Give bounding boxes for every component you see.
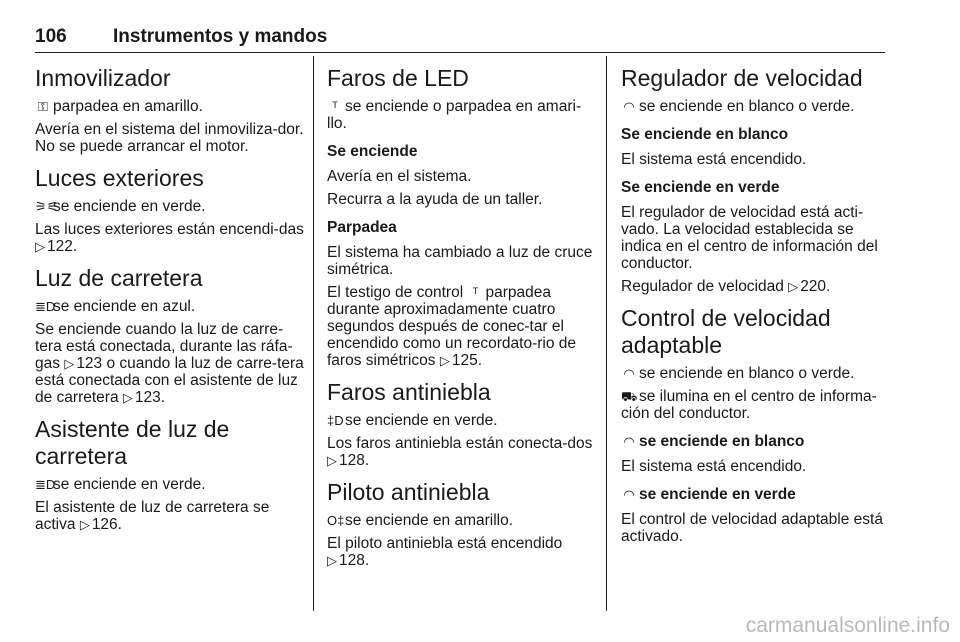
text: 123 o cuando la luz de carre-tera está conectada con el asistente de luz de carretera <box>35 355 304 406</box>
page-reference[interactable]: 122. <box>47 238 78 255</box>
car-key-icon: ⚿ <box>38 99 48 114</box>
text: Las luces exteriores están encendi-das <box>35 221 304 238</box>
text: Regulador de velocidad <box>621 278 784 295</box>
section-title: Inmovilizador <box>35 65 171 91</box>
cruise-control-icon: ◠ <box>624 434 634 449</box>
paragraph <box>327 512 597 529</box>
section-title: Faros antiniebla <box>327 379 491 405</box>
subsection-title <box>621 485 891 505</box>
page-reference[interactable]: 220. <box>800 278 831 295</box>
paragraph <box>327 98 597 132</box>
paragraph <box>327 435 597 469</box>
paragraph <box>327 412 597 429</box>
reference-arrow-icon: ▷ <box>327 553 337 568</box>
text: El asistente de luz de carretera se activa <box>35 499 270 533</box>
page-header <box>35 26 885 54</box>
section-title: Control de velocidad adaptable <box>621 305 831 358</box>
page-reference[interactable]: 126. <box>91 516 122 533</box>
text: parpadea durante aproximadamente cuatro segundos después de conec-tar el encendido como un recordato-rio de faros simétricos <box>327 284 577 369</box>
column-2 <box>327 58 597 575</box>
paragraph <box>621 278 891 295</box>
header-rule <box>35 52 885 53</box>
paragraph <box>35 198 305 215</box>
reference-arrow-icon: ▷ <box>35 239 45 254</box>
column-3 <box>621 58 891 551</box>
reference-arrow-icon: ▷ <box>79 517 90 532</box>
led-headlight-icon: ᵀ <box>472 285 479 300</box>
text: se enciende en verde. <box>53 198 206 215</box>
page-reference[interactable]: 128. <box>339 552 370 569</box>
section-title: Asistente de luz de carretera <box>35 416 230 469</box>
column-divider <box>606 56 607 611</box>
paragraph <box>35 221 305 255</box>
paragraph: El sistema está encendido. <box>621 458 807 475</box>
paragraph: El regulador de velocidad está acti-vado. La velocidad establecida se indica en el centro de información del conductor. <box>621 204 878 272</box>
reference-arrow-icon: ▷ <box>122 390 133 405</box>
paragraph <box>327 535 597 569</box>
side-lights-icon: ⚞⚟ <box>35 199 59 214</box>
cruise-control-icon: ◠ <box>624 487 634 502</box>
cruise-control-icon: ◠ <box>623 99 635 114</box>
subsection-title: Se enciende en verde <box>621 179 780 196</box>
page-reference[interactable]: 125. <box>451 352 483 369</box>
paragraph <box>621 388 891 422</box>
paragraph <box>35 98 305 115</box>
text: Se enciende cuando la luz de carre-tera está conectada, durante las ráfa-gas <box>35 321 293 372</box>
paragraph: Recurra a la ayuda de un taller. <box>327 191 543 208</box>
cruise-control-icon: ◠ <box>623 366 635 381</box>
reference-arrow-icon: ▷ <box>788 279 799 294</box>
reference-arrow-icon: ▷ <box>64 356 75 371</box>
subsection-title: Se enciende en blanco <box>621 126 789 143</box>
text: se enciende o parpadea en amari-llo. <box>327 98 582 132</box>
paragraph <box>35 298 305 315</box>
page-number: 106 <box>35 26 67 47</box>
text: se enciende en blanco <box>639 433 805 450</box>
text: se enciende en blanco o verde. <box>639 365 855 382</box>
text: se enciende en blanco o verde. <box>639 98 855 115</box>
text: se enciende en verde <box>639 486 796 503</box>
text: El testigo de control <box>327 284 464 301</box>
page-reference[interactable]: 123. <box>134 389 166 406</box>
column-1 <box>35 58 305 539</box>
paragraph <box>327 284 597 369</box>
reference-arrow-icon: ▷ <box>327 453 337 468</box>
section-title: Piloto antiniebla <box>327 479 490 505</box>
section-title: Luces exteriores <box>35 165 204 191</box>
text: El piloto antiniebla está encendido <box>327 535 563 552</box>
section-title: Regulador de velocidad <box>621 65 863 91</box>
text: se enciende en azul. <box>53 298 196 315</box>
subsection-title: Parpadea <box>327 219 397 236</box>
page-reference[interactable]: 128. <box>339 452 370 469</box>
text: se enciende en verde. <box>345 412 498 429</box>
paragraph <box>35 476 305 493</box>
paragraph: El control de velocidad adaptable está activado. <box>621 511 883 545</box>
watermark: carmanualsonline.info <box>745 614 950 637</box>
text: se enciende en amarillo. <box>345 512 514 529</box>
section-title: Faros de LED <box>327 65 469 91</box>
paragraph <box>35 321 305 406</box>
paragraph: El sistema está encendido. <box>621 151 807 168</box>
vehicle-ahead-icon: ⛟ <box>621 389 638 404</box>
running-title: Instrumentos y mandos <box>113 26 328 47</box>
led-headlight-icon: ᵀ <box>332 99 338 114</box>
text: se ilumina en el centro de informa-ción del conductor. <box>621 388 877 422</box>
high-beam-icon: ≣D <box>35 299 56 314</box>
text: parpadea en amarillo. <box>53 98 203 115</box>
paragraph <box>35 499 305 533</box>
paragraph <box>621 365 891 382</box>
paragraph: Avería en el sistema. <box>327 168 472 185</box>
paragraph: El sistema ha cambiado a luz de cruce simétrica. <box>327 244 593 278</box>
front-fog-icon: ‡D <box>327 413 344 428</box>
subsection-title <box>621 432 891 452</box>
paragraph: Avería en el sistema del inmoviliza-dor. No se puede arrancar el motor. <box>35 121 304 155</box>
subsection-title: Se enciende <box>327 143 418 160</box>
high-beam-assist-icon: ≣D <box>35 477 56 492</box>
reference-arrow-icon: ▷ <box>439 353 450 368</box>
paragraph <box>621 98 891 115</box>
rear-fog-icon: O‡ <box>327 513 345 528</box>
section-title: Luz de carretera <box>35 265 203 291</box>
text: Los faros antiniebla están conecta-dos <box>327 435 593 452</box>
text: se enciende en verde. <box>53 476 206 493</box>
column-divider <box>313 56 314 611</box>
